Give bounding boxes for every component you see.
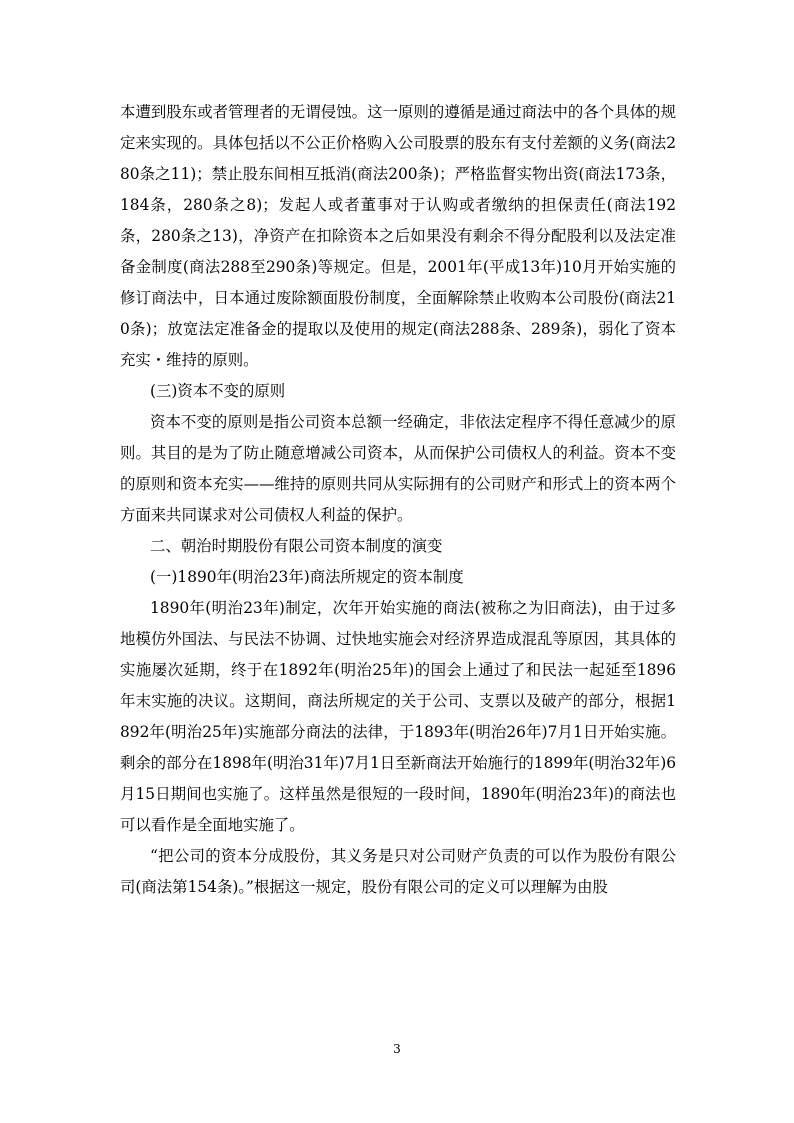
paragraph-joint-stock-definition: “把公司的资本分成股份，其义务是只对公司财产负责的可以作为股份有限公司(商法第154条)。”根据这一规定，股份有限公司的定义可以理解为由股 (120, 847, 676, 896)
paragraph-1890-commercial-code: 1890年(明治23年)制定，次年开始实施的商法(被称之为旧商法)，由于过多地模仿外国法、与民法不协调、过快地实施会对经济界造成混乱等原因，其具体的实施屡次延期，终于在1892年(明治25年)的国会上通过了和民法一起延至1896年末实施的决议。这期间，商法所规定的关于公司、支票以及破产的部分，根据1892年(明治25年)实施部分商法的法律，于1893年(明治26年)7月1日开始实施。剩余的部分在1898年(明治31年)7月1日至新商法开始施行的1899年(明治32年)6月15日期间也实施了。这样虽然是很短的一段时间，1890年(明治23年)的商法也可以看作是全面地实施了。 (120, 599, 676, 834)
subheading-capital-invariance: (三)资本不变的原则 (150, 382, 286, 400)
section-heading-meiji-era: 二、朝治时期股份有限公司资本制度的演变 (150, 537, 443, 555)
subheading-1890-commercial-code: (一)1890年(明治23年)商法所规定的资本制度 (150, 568, 464, 586)
document-page (120, 97, 676, 903)
paragraph-capital-maintenance-continued: 本遭到股东或者管理者的无谓侵蚀。这一原则的遵循是通过商法中的各个具体的规定来实现的。具体包括以不公正价格购入公司股票的股东有支付差额的义务(商法280条之11)；禁止股东间相互抵消(商法200条)；严格监督实物出资(商法173条，184条，280条之8)；发起人或者董事对于认购或者缴纳的担保责任(商法192条，280条之13)，净资产在扣除资本之后如果没有剩余不得分配股利以及法定准备金制度(商法288至290条)等规定。但是，2001年(平成13年)10月开始实施的修订商法中，日本通过废除额面股份制度，全面解除禁止收购本公司股份(商法210条)；放宽法定准备金的提取以及使用的规定(商法288条、289条)，弱化了资本充实・维持的原则。 (120, 103, 676, 369)
page-number: 3 (393, 1042, 401, 1056)
paragraph-capital-invariance: 资本不变的原则是指公司资本总额一经确定，非依法定程序不得任意减少的原则。其目的是为了防止随意增减公司资本，从而保护公司债权人的利益。资本不变的原则和资本充实——维持的原则共同从实际拥有的公司财产和形式上的资本两个方面来共同谋求对公司债权人利益的保护。 (120, 413, 676, 524)
